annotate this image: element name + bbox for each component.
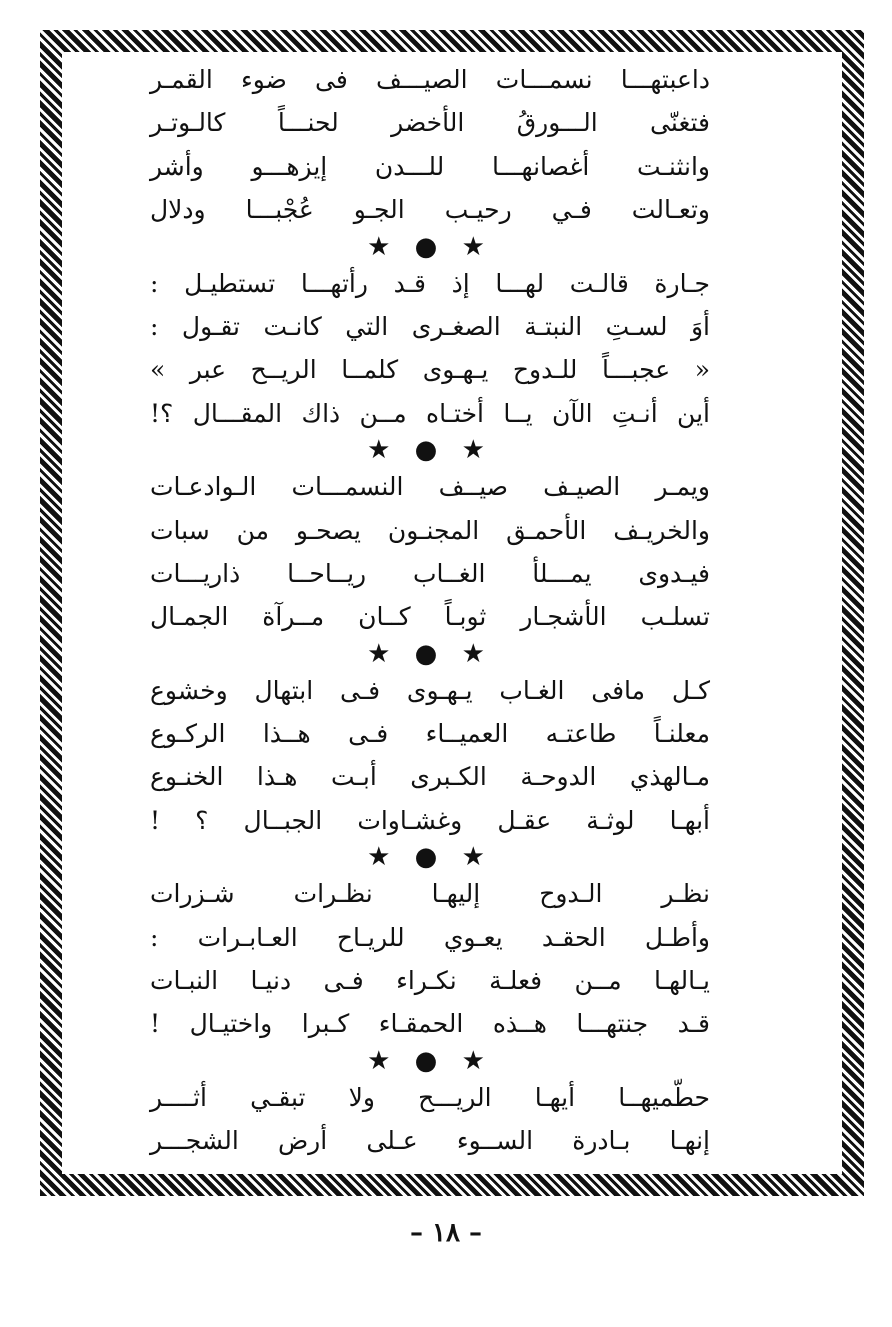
verse-line: حطّميهــا أيهـا الريـــح ولا تبقـي أثــــر (150, 1082, 710, 1112)
poem (150, 58, 710, 1163)
verse-line: جـارة قالـت لهـــا إذ قـد رأتهـــا تستطيـل : (150, 268, 710, 298)
verse-line: ويمـر الصيـف صيــف النسمـــات الـوادعـات (150, 472, 710, 502)
verse-line: فتغنّى الـــورقُ الأخضر لحنـــاً كالـوتـر (150, 108, 710, 138)
stanza (150, 1076, 710, 1163)
verse-line: مـالهذي الدوحـة الكـبرى أبـت هـذا الخنـوع (150, 762, 710, 792)
stanza (150, 669, 710, 843)
page-number: – ١٨ – (409, 1218, 483, 1248)
verse-line: أوَ لسـتِ النبتـة الصغـرى التي كانـت تقـول : (150, 311, 710, 341)
stanza-separator: ★ ● ★ (367, 231, 493, 262)
stanza (150, 58, 710, 232)
stanza-separator: ★ ● ★ (367, 638, 493, 669)
verse-line: قـد جنتهـــا هــذه الحمقـاء كـبرا واختيـال ! (150, 1009, 710, 1039)
verse-line: تسلـب الأشجـار ثوبـاً كــان مــرآة الجمـال (150, 602, 710, 632)
verse-line: نظـر الـدوح إليهـا نظـرات شـزرات (150, 879, 710, 909)
verse-line: « عجبـــاً للـدوح يـهـوى كلمــا الريــح عبر » (150, 355, 710, 385)
stanza-separator: ★ ● ★ (367, 435, 493, 466)
verse-line: فيـدوى يمـــلأ الغــاب ريــاحــا ذاريـــات (150, 558, 710, 588)
verse-line: وأطـل الحقـد يعـوي للريـاح العـابـرات : (150, 922, 710, 952)
stanza (150, 465, 710, 639)
verse-line: كـل مافى الغـاب يـهـوى فـى ابتهال وخشوع (150, 675, 710, 705)
verse-line: وتعـالت فـي رحيـب الجـو عُجْبـــا ودلال (150, 195, 710, 225)
stanza-separator: ★ ● ★ (367, 842, 493, 873)
stanza-separator: ★ ● ★ (367, 1045, 493, 1076)
verse-line: أين أنـتِ الآن يــا أختـاه مــن ذاك المقـــال ؟! (150, 398, 710, 428)
stanza (150, 872, 710, 1046)
verse-line: يـالهـا مــن فعلـة نكـراء فـى دنيـا النبـات (150, 966, 710, 996)
verse-line: معلنـاً طاعتـه العميــاء فـى هــذا الركـوع (150, 719, 710, 749)
verse-line: إنهـا بـادرة الســوء عـلى أرض الشجـــر (150, 1126, 710, 1156)
verse-line: وانثنـت أغصانهـــا للـــدن إيزهـــو وأشر (150, 151, 710, 181)
stanza (150, 262, 710, 436)
verse-line: داعبتهـــا نسمـــات الصيـــف فى ضوء القمـر (150, 65, 710, 94)
verse-line: والخريـف الأحمـق المجنـون يصحـو من سبات (150, 515, 710, 545)
verse-line: أبهـا لوثـة عقـل وغشـاوات الجبــال ؟ ! (150, 805, 710, 835)
